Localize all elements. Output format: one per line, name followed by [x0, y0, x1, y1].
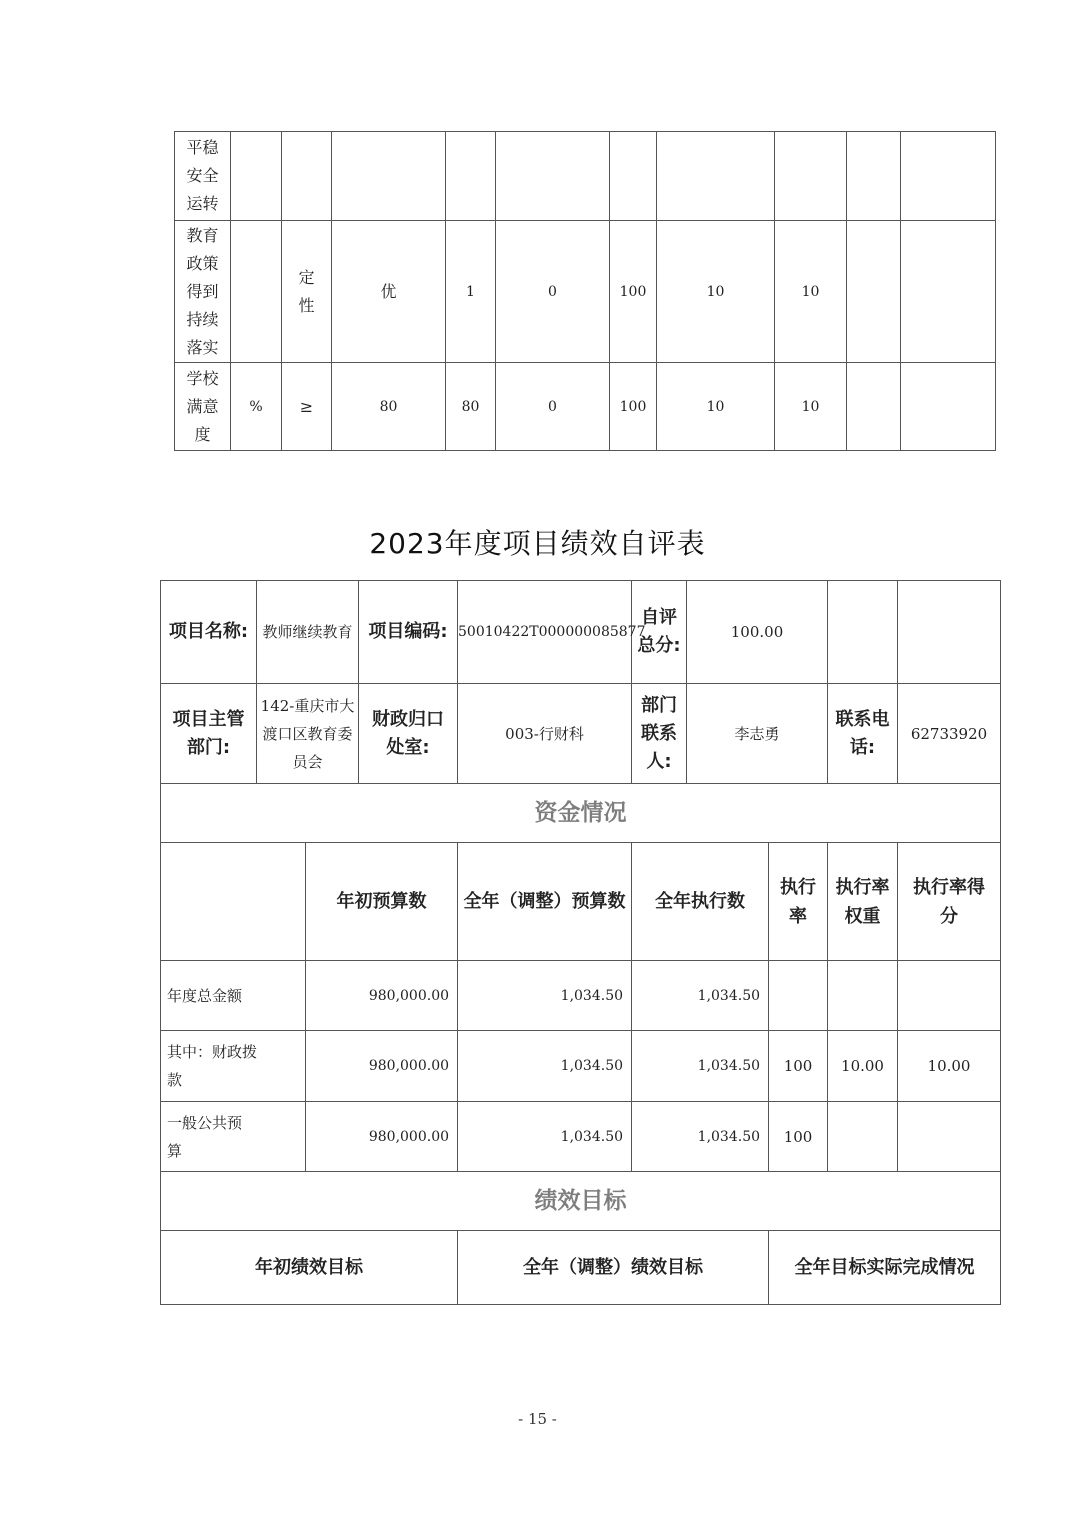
funds-header-blank [161, 843, 306, 961]
indicator-operator [282, 132, 332, 221]
funds-row-executed: 1,034.50 [632, 961, 769, 1031]
empty-cell [898, 581, 1001, 684]
indicator-name: 教育 政策 得到 持续 落实 [175, 221, 231, 363]
indicator-c10 [847, 132, 901, 221]
phone-value: 62733920 [898, 684, 1001, 784]
funds-header-initial: 年初预算数 [306, 843, 458, 961]
funds-row-label: 其中：财政拨 款 [161, 1031, 306, 1102]
table-row [161, 1031, 1001, 1102]
indicator-weight: 10 [657, 363, 775, 451]
goals-header-initial: 年初绩效目标 [161, 1231, 458, 1305]
indicator-actual: 1 [446, 221, 496, 363]
project-code-value: 50010422T000000085877 [458, 581, 632, 684]
phone-label: 联系电 话: [828, 684, 898, 784]
table-row [161, 843, 1001, 961]
indicator-name: 学校 满意 度 [175, 363, 231, 451]
funds-row-executed: 1,034.50 [632, 1031, 769, 1102]
self-score-value: 100.00 [687, 581, 828, 684]
funds-row-initial: 980,000.00 [306, 1102, 458, 1172]
indicator-name: 平稳 安全 运转 [175, 132, 231, 221]
funds-row-executed: 1,034.50 [632, 1102, 769, 1172]
dept-label: 项目主管 部门: [161, 684, 257, 784]
project-name-label: 项目名称: [161, 581, 257, 684]
indicator-score: 10 [775, 363, 847, 451]
indicator-completion: 100 [610, 221, 657, 363]
table-row [175, 221, 996, 363]
funds-row-score [898, 1102, 1001, 1172]
table-row [161, 1102, 1001, 1172]
funds-row-rate: 100 [769, 1102, 828, 1172]
table-row [175, 363, 996, 451]
funds-row-rate [769, 961, 828, 1031]
funds-row-weight [828, 1102, 898, 1172]
funds-header-score: 执行率得 分 [898, 843, 1001, 961]
indicator-operator: 定 性 [282, 221, 332, 363]
indicator-weight [657, 132, 775, 221]
indicator-score: 10 [775, 221, 847, 363]
indicator-actual [446, 132, 496, 221]
finance-label: 财政归口 处室: [359, 684, 458, 784]
table-row [161, 1231, 1001, 1305]
funds-header-adjusted: 全年（调整）预算数 [458, 843, 632, 961]
indicator-c10 [847, 363, 901, 451]
evaluation-table [160, 580, 1001, 1305]
funds-row-score: 10.00 [898, 1031, 1001, 1102]
funds-row-adjusted: 1,034.50 [458, 1031, 632, 1102]
indicator-actual: 80 [446, 363, 496, 451]
funds-section-title: 资金情况 [161, 784, 1001, 843]
indicator-c11 [901, 363, 996, 451]
funds-row-score [898, 961, 1001, 1031]
page-title: 2023年度项目绩效自评表 [369, 527, 706, 560]
indicator-table [174, 131, 996, 451]
table-row [161, 784, 1001, 843]
goals-header-actual: 全年目标实际完成情况 [769, 1231, 1001, 1305]
goals-section-title: 绩效目标 [161, 1172, 1001, 1231]
funds-row-rate: 100 [769, 1031, 828, 1102]
contact-label: 部门 联系 人: [632, 684, 687, 784]
table-row [161, 684, 1001, 784]
funds-row-weight [828, 961, 898, 1031]
indicator-c10 [847, 221, 901, 363]
indicator-target: 80 [332, 363, 446, 451]
empty-cell [828, 581, 898, 684]
indicator-unit [231, 221, 282, 363]
funds-row-initial: 980,000.00 [306, 1031, 458, 1102]
indicator-c11 [901, 221, 996, 363]
goals-header-adjusted: 全年（调整）绩效目标 [458, 1231, 769, 1305]
table-row [161, 1172, 1001, 1231]
self-score-label: 自评 总分: [632, 581, 687, 684]
contact-value: 李志勇 [687, 684, 828, 784]
funds-header-weight: 执行率 权重 [828, 843, 898, 961]
indicator-unit [231, 132, 282, 221]
indicator-target [332, 132, 446, 221]
funds-row-label: 一般公共预 算 [161, 1102, 306, 1172]
funds-row-label: 年度总金额 [161, 961, 306, 1031]
table-row [161, 961, 1001, 1031]
indicator-completion: 100 [610, 363, 657, 451]
indicator-weight: 10 [657, 221, 775, 363]
indicator-score [775, 132, 847, 221]
indicator-target: 优 [332, 221, 446, 363]
dept-value: 142-重庆市大 渡口区教育委 员会 [257, 684, 359, 784]
indicator-completion [610, 132, 657, 221]
funds-row-weight: 10.00 [828, 1031, 898, 1102]
funds-row-adjusted: 1,034.50 [458, 1102, 632, 1172]
funds-header-rate: 执行 率 [769, 843, 828, 961]
indicator-deviation: 0 [496, 221, 610, 363]
funds-row-adjusted: 1,034.50 [458, 961, 632, 1031]
funds-row-initial: 980,000.00 [306, 961, 458, 1031]
indicator-unit: % [231, 363, 282, 451]
table-row [175, 132, 996, 221]
page-number: - 15 - [518, 1410, 557, 1428]
indicator-c11 [901, 132, 996, 221]
indicator-operator: ≥ [282, 363, 332, 451]
indicator-deviation: 0 [496, 363, 610, 451]
project-name-value: 教师继续教育 [257, 581, 359, 684]
project-code-label: 项目编码: [359, 581, 458, 684]
funds-header-executed: 全年执行数 [632, 843, 769, 961]
table-row [161, 581, 1001, 684]
finance-value: 003-行财科 [458, 684, 632, 784]
indicator-deviation [496, 132, 610, 221]
